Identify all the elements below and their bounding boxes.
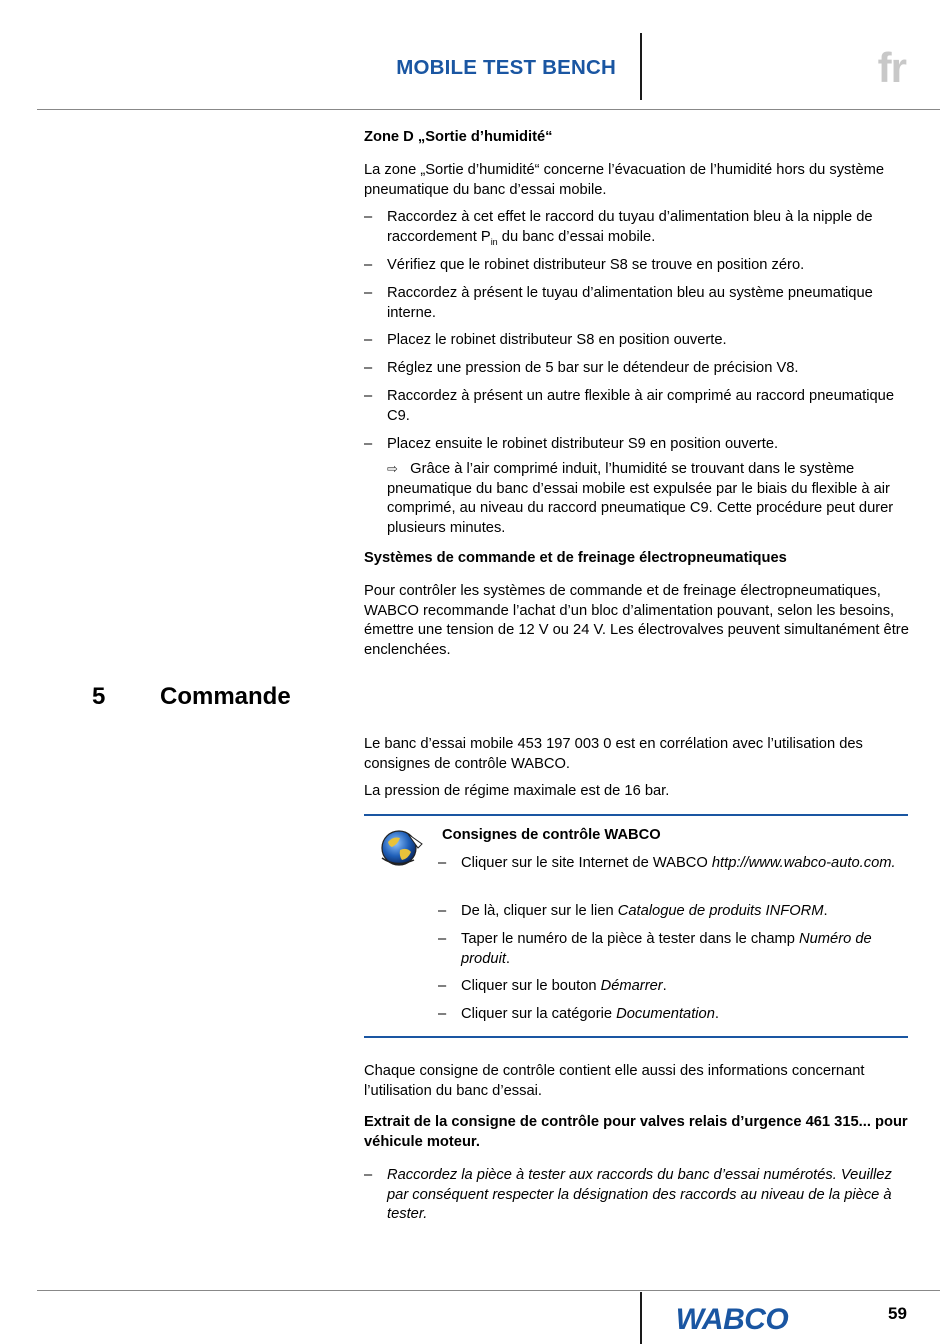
dash-bullet: – xyxy=(438,1006,447,1022)
dash-bullet: – xyxy=(364,332,373,348)
step-text: Placez ensuite le robinet distributeur S9 en position ouverte. xyxy=(387,436,779,452)
step-text: Vérifiez que le robinet distributeur S8 se trouve en position zéro. xyxy=(387,257,805,273)
extract-heading: Extrait de la consigne de contrôle pour valves relais d’urgence 461 315... pour véhicule moteur. xyxy=(364,1114,908,1150)
step-text: Placez le robinet distributeur S8 en position ouverte. xyxy=(387,332,727,348)
footer-rule xyxy=(37,1290,940,1291)
electro-text: Pour contrôler les systèmes de commande et de freinage électropneumatiques, WABCO recommande l’achat d’un bloc d’alimentation pouvant, selon les besoins, émettre une tension de 12 V ou 24 V. Les électrovalves peuvent simultanément être enclenchées. xyxy=(364,583,909,658)
dash-bullet: – xyxy=(364,257,373,273)
wabco-logo xyxy=(664,1302,800,1334)
section-number: 5 xyxy=(92,683,106,710)
header-rule xyxy=(37,109,940,110)
dash-bullet: – xyxy=(438,855,447,871)
electro-heading: Systèmes de commande et de freinage électropneumatiques xyxy=(364,550,787,566)
result-arrow-icon: ⇨ xyxy=(387,461,398,476)
dash-bullet: – xyxy=(364,360,373,376)
zone-d-result xyxy=(387,459,912,538)
documentation-category-ref: Documentation xyxy=(616,1006,715,1022)
svg-text:WABCO: WABCO xyxy=(675,1303,789,1334)
extract-step-text: Raccordez la pièce à tester aux raccords du banc d’essai numérotés. Veuillez par conséquent respecter la désignation des raccords au niveau de la pièce à tester. xyxy=(387,1167,892,1222)
start-button-ref: Démarrer xyxy=(600,978,663,994)
product-number-field-ref: Numéro de produit xyxy=(461,931,872,967)
dash-bullet: – xyxy=(364,209,373,225)
section-paragraph-1: Le banc d’essai mobile 453 197 003 0 est en corrélation avec l’utilisation des consignes de contrôle WABCO. xyxy=(364,736,863,772)
globe-icon xyxy=(378,828,424,870)
after-paragraph: Chaque consigne de contrôle contient elle aussi des informations concernant l’utilisation du banc d’essai. xyxy=(364,1063,865,1099)
step-text: Réglez une pression de 5 bar sur le détendeur de précision V8. xyxy=(387,360,799,376)
dash-bullet: – xyxy=(364,388,373,404)
step-text: Raccordez à présent le tuyau d’alimentation bleu au système pneumatique interne. xyxy=(387,285,873,321)
zone-d-intro: La zone „Sortie d’humidité“ concerne l’évacuation de l’humidité hors du système pneumatique du banc d’essai mobile. xyxy=(364,162,885,198)
info-box-heading: Consignes de contrôle WABCO xyxy=(442,827,661,843)
footer-divider xyxy=(640,1292,642,1344)
zone-d-heading: Zone D „Sortie d’humidité“ xyxy=(364,129,553,145)
document-title: MOBILE TEST BENCH xyxy=(396,56,616,79)
info-box-bottom-rule xyxy=(364,1036,908,1038)
language-code: fr xyxy=(877,44,906,91)
dash-bullet: – xyxy=(364,285,373,301)
dash-bullet: – xyxy=(364,436,373,452)
catalogue-link[interactable]: Catalogue de produits INFORM xyxy=(617,903,824,919)
step-text: Raccordez à cet effet le raccord du tuyau d’alimentation bleu à la nipple de raccordement $P_{in}$ du banc d’essai mobile. xyxy=(387,209,873,247)
info-box-top-rule xyxy=(364,814,908,816)
section-title: Commande xyxy=(160,683,291,710)
header-divider xyxy=(640,33,642,100)
wabco-website-link[interactable]: http://www.wabco-auto.com. xyxy=(711,855,896,871)
dash-bullet: – xyxy=(364,1167,373,1183)
step-text: Raccordez à présent un autre flexible à air comprimé au raccord pneumatique C9. xyxy=(387,388,894,424)
dash-bullet: – xyxy=(438,931,447,947)
result-text: Grâce à l’air comprimé induit, l’humidité se trouvant dans le système pneumatique du banc d’essai mobile est expulsée par le biais du flexible à air comprimé, au niveau du raccord pneumatique C9. Cette procédure peut durer plusieurs minutes. xyxy=(387,461,894,536)
section-paragraph-2: La pression de régime maximale est de 16 bar. xyxy=(364,783,670,799)
dash-bullet: – xyxy=(438,978,447,994)
dash-bullet: – xyxy=(438,903,447,919)
page-number: 59 xyxy=(888,1304,907,1323)
